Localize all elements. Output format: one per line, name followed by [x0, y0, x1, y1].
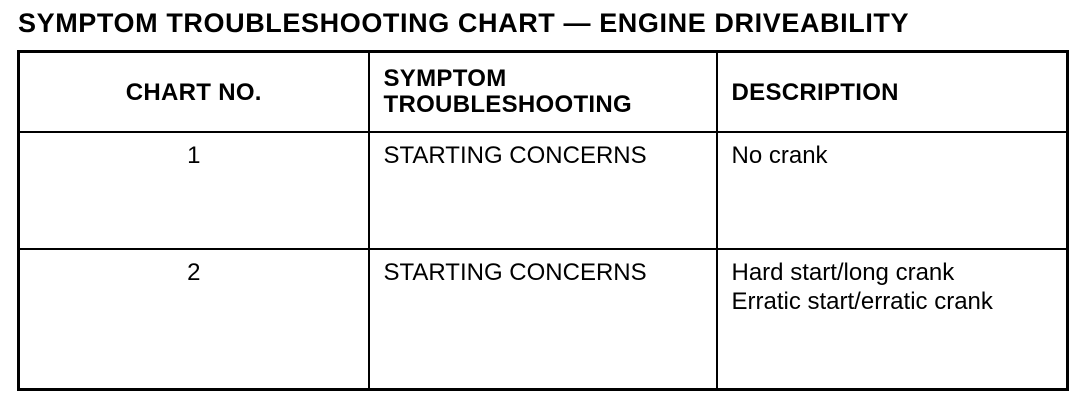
page-title: SYMPTOM TROUBLESHOOTING CHART — ENGINE DRIVEABILITY	[18, 8, 910, 38]
description-line: Erratic start/erratic crank	[731, 288, 993, 315]
table-row	[19, 249, 1068, 390]
header-description: DESCRIPTION	[717, 52, 1068, 133]
cell-description	[717, 132, 1068, 249]
cell-description	[717, 249, 1068, 390]
cell-symptom: STARTING CONCERNS	[369, 249, 717, 390]
header-symptom-line1: SYMPTOM	[383, 65, 507, 92]
description-line: No crank	[731, 142, 828, 169]
header-symptom-troubleshooting	[369, 52, 717, 133]
header-symptom-line2: TROUBLESHOOTING	[383, 91, 632, 118]
troubleshooting-table	[17, 50, 1069, 391]
cell-symptom: STARTING CONCERNS	[369, 132, 717, 249]
description-line: Hard start/long crank	[731, 259, 955, 286]
table-header-row	[19, 52, 1068, 133]
table-row	[19, 132, 1068, 249]
cell-chart-no: 2	[19, 249, 369, 390]
cell-chart-no: 1	[19, 132, 369, 249]
header-chart-no: CHART NO.	[19, 52, 369, 133]
